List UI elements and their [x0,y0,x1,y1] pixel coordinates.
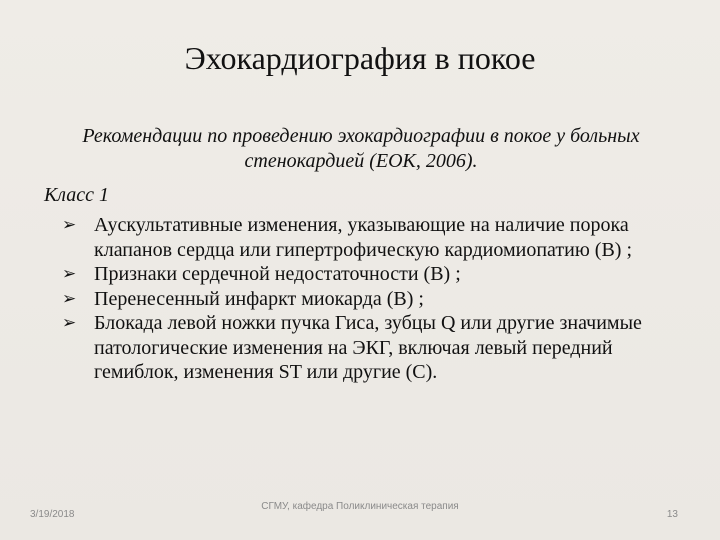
footer-date: 3/19/2018 [30,509,75,520]
arrow-bullet-icon: ➢ [62,215,77,235]
footer-organization: СГМУ, кафедра Поликлиническая терапия [261,501,459,512]
arrow-bullet-icon: ➢ [62,288,77,309]
arrow-bullet-icon: ➢ [62,313,77,333]
slide-subtitle: Рекомендации по проведению эхокардиографии в покое у больных стенокардией (ЕОК, 2006). [82,125,640,172]
arrow-bullet-icon: ➢ [62,264,77,284]
bullet-text: Блокада левой ножки пучка Гиса, зубцы Q или другие значимые патологические изменения на ЭКГ, включая левый передний гемиблок, изменения ST или другие (С). [94,312,642,383]
bullet-text: Аускультативные изменения, указывающие на наличие порока клапанов сердца или гипертрофическую кардиомиопатию (В) ; [94,214,633,261]
bullet-list [62,213,682,385]
bullet-item [62,262,682,287]
bullet-text: Признаки сердечной недостаточности (В) ; [94,263,461,285]
page-number: 13 [666,509,678,520]
class-label: Класс 1 [44,184,109,206]
bullet-item [62,287,682,312]
bullet-item [62,213,682,262]
bullet-text: Перенесенный инфаркт миокарда (В) ; [94,287,424,310]
slide-title: Эхокардиография в покое [184,40,536,76]
bullet-item [62,311,682,385]
